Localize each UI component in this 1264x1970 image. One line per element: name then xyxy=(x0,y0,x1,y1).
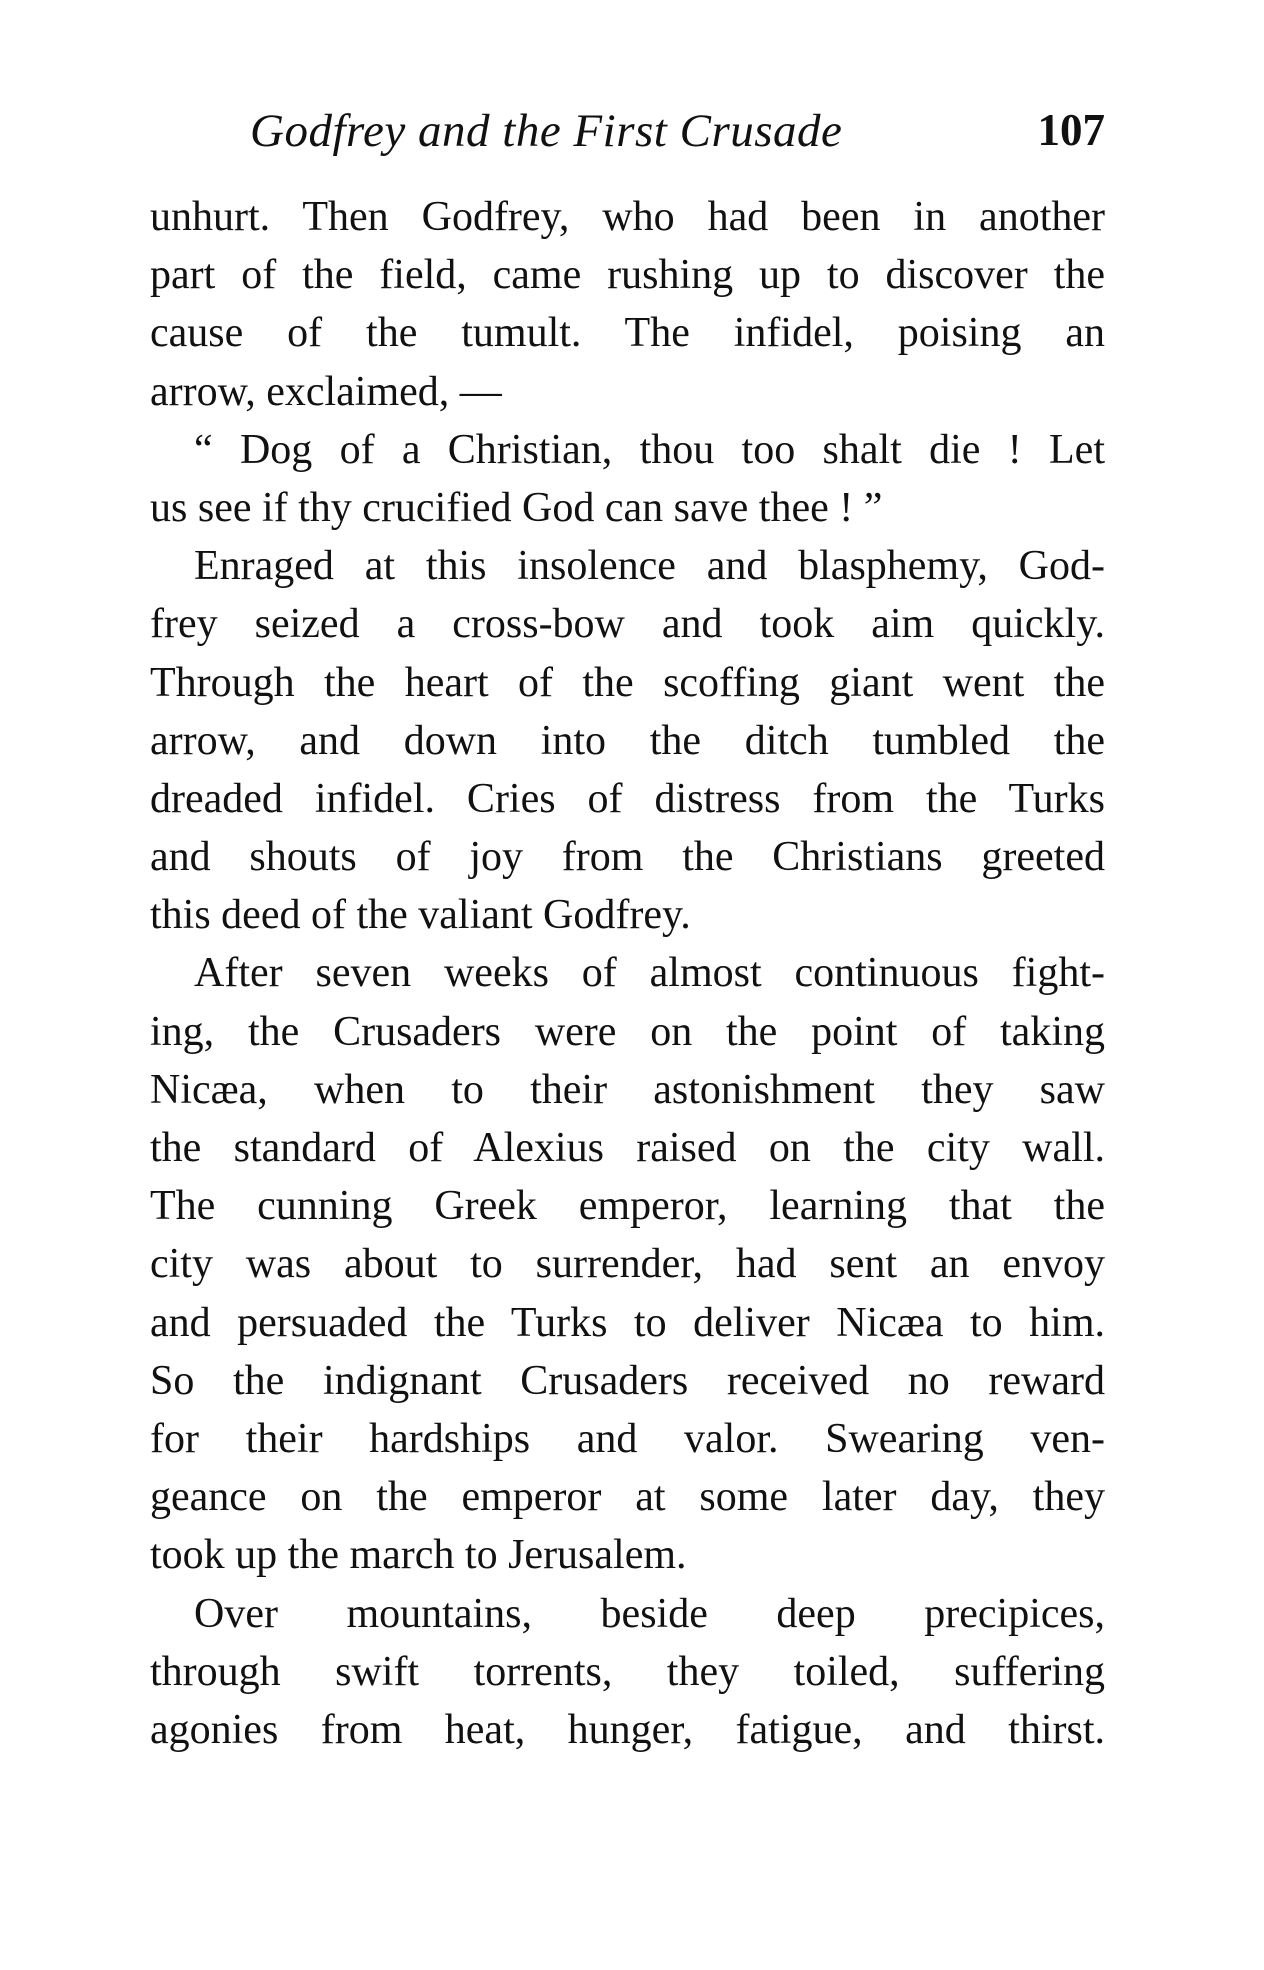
text-line: unhurt. Then Godfrey, who had been in another xyxy=(150,194,1105,240)
text-line: for their hardships and valor. Swearing ven- xyxy=(150,1415,1105,1462)
text-line: this deed of the valiant Godfrey. xyxy=(150,892,691,939)
text-line: dreaded infidel. Cries of distress from the Turks xyxy=(150,775,1105,822)
text-line: through swift torrents, they toiled, suffering xyxy=(150,1648,1105,1695)
text-line: and shouts of joy from the Christians greeted xyxy=(150,834,1105,881)
running-head xyxy=(250,100,1105,170)
text-line: us see if thy crucified God can save thee ! ” xyxy=(150,484,883,531)
text-line: took up the march to Jerusalem. xyxy=(150,1532,687,1579)
text-line: Enraged at this insolence and blasphemy, God- xyxy=(194,543,1105,590)
page-number: 107 xyxy=(1037,105,1105,155)
text-line: part of the field, came rushing up to discover the xyxy=(150,252,1105,299)
paragraph-quote xyxy=(150,421,1105,537)
text-line: frey seized a cross-bow and took aim quickly. xyxy=(150,601,1105,648)
text-line: the standard of Alexius raised on the city wall. xyxy=(150,1125,1105,1171)
paragraph-nicaea xyxy=(150,944,1105,1584)
text-line: So the indignant Crusaders received no reward xyxy=(150,1357,1105,1404)
text-line: ing, the Crusaders were on the point of taking xyxy=(150,1008,1105,1055)
body-text xyxy=(150,188,1105,1759)
paragraph-continuation xyxy=(150,188,1105,421)
text-line: cause of the tumult. The infidel, poising an xyxy=(150,310,1105,357)
text-line: After seven weeks of almost continuous fight- xyxy=(194,950,1105,997)
text-line: arrow, and down into the ditch tumbled the xyxy=(150,717,1105,764)
text-line: Through the heart of the scoffing giant went the xyxy=(150,659,1105,706)
paragraph-enraged xyxy=(150,537,1105,944)
running-title: Godfrey and the First Crusade xyxy=(250,105,843,157)
paragraph-march xyxy=(150,1585,1105,1760)
text-line: geance on the emperor at some later day, they xyxy=(150,1474,1105,1521)
text-line: and persuaded the Turks to deliver Nicæa to him. xyxy=(150,1299,1105,1346)
text-line: Nicæa, when to their astonishment they saw xyxy=(150,1066,1105,1113)
text-line: “ Dog of a Christian, thou too shalt die ! Let xyxy=(194,426,1105,473)
text-line: Over mountains, beside deep precipices, xyxy=(194,1590,1105,1637)
text-line: city was about to surrender, had sent an envoy xyxy=(150,1241,1105,1288)
text-line: The cunning Greek emperor, learning that the xyxy=(150,1183,1105,1230)
text-line: agonies from heat, hunger, fatigue, and thirst. xyxy=(150,1706,1105,1753)
text-line: arrow, exclaimed, — xyxy=(150,368,502,415)
